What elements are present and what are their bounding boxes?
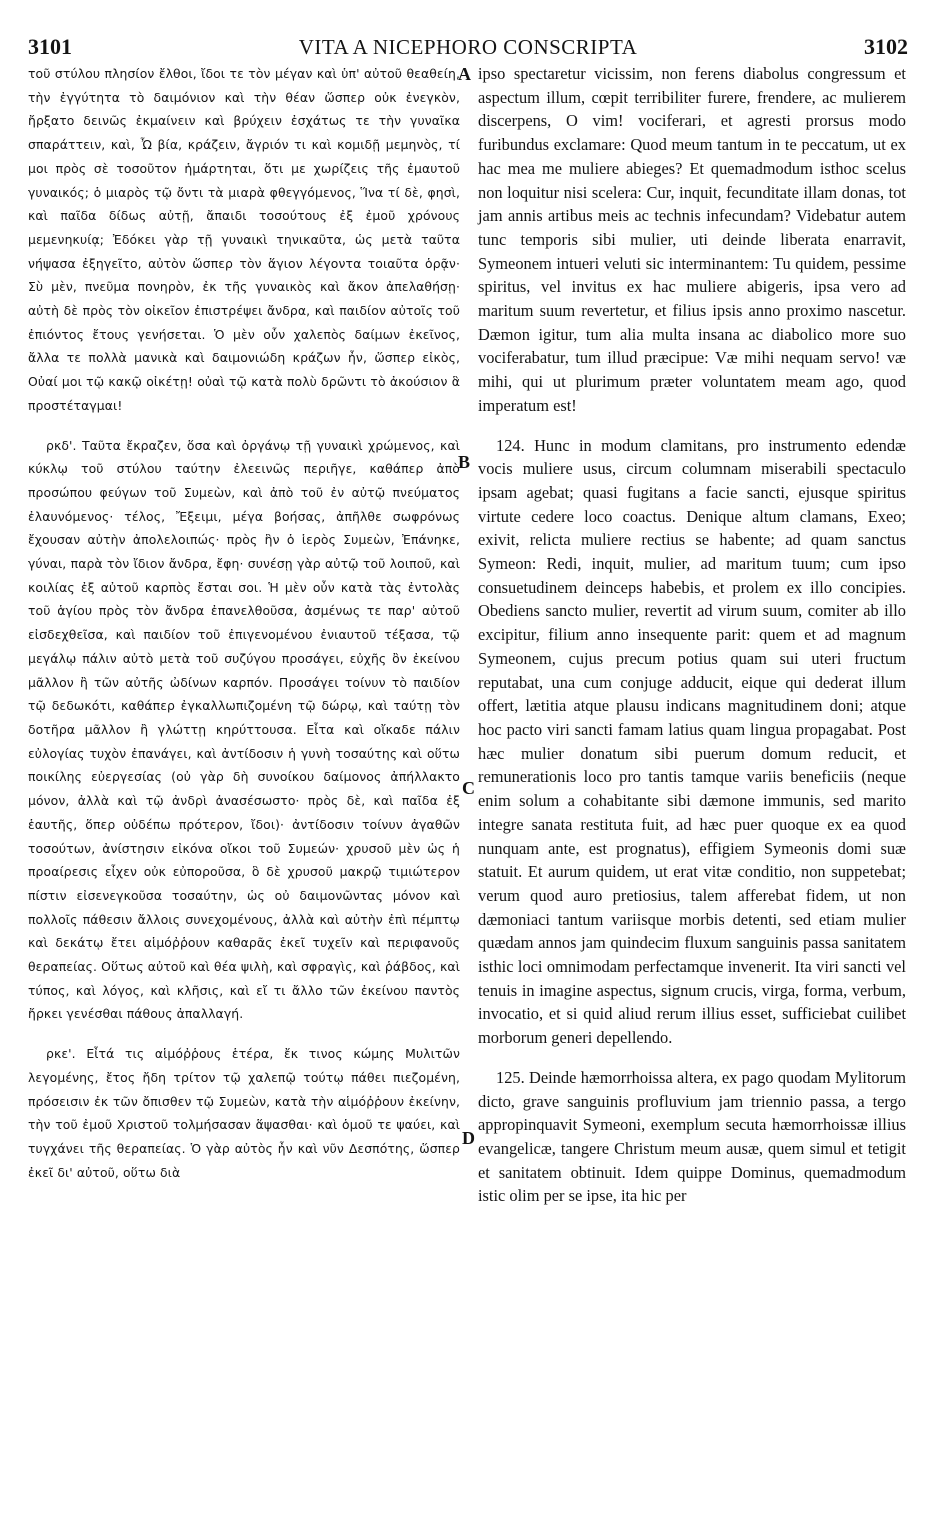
latin-column bbox=[478, 62, 906, 1208]
page-number-right: 3102 bbox=[864, 34, 908, 59]
margin-letter-a: A bbox=[458, 64, 471, 84]
greek-paragraph-125: ρκε'. Εἶτά τις αἱμόῤῥους ἑτέρα, ἔκ τινος κώμης Μυλιτῶν λεγομένης, ἔτος ἤδη τρίτον τῷ χαλεπῷ τούτῳ πάθει πιεζομένη, πρόσεισιν ἐκ τῶν ὄπισθεν τῷ Συμεὼν, κατὰ τὴν αἱμόῤῥουν ἐκείνην, τὴν τοῦ ἐμοῦ Χριστοῦ τολμήσασαν ἅψασθαι· καὶ ὁμοῦ τε ψαύει, καὶ τυγχάνει τῆς θεραπείας. Ὁ γὰρ αὐτὸς ἦν καὶ νῦν Δεσπότης, ὥσπερ ἐκεῖ δι' αὐτοῦ, οὕτω διὰ bbox=[28, 1046, 460, 1180]
latin-paragraph-125: 125. Deinde hæmorrhoissa altera, ex pago quodam Mylitorum dicto, grave sanguinis profluvium jam triennio passa, a tergo appropinquavit Symeoni, exemplum secuta hæmorrhoissæ illius evangelicæ, tangere Christum meum ausæ, quem simul et tetigit et sanitatem obtinuit. Idem quippe Dominus, quemadmodum istic olim per se ipse, ita hic per bbox=[478, 1067, 906, 1206]
greek-paragraph-124: ρκδ'. Ταῦτα ἔκραζεν, ὅσα καὶ ὀργάνῳ τῇ γυναικὶ χρώμενος, καὶ κύκλῳ τοῦ στύλου ταύτην ἐλεεινῶς περιῆγε, καθάπερ ἀπὸ προσώπου φεύγων τοῦ Συμεὼν, καὶ ἀπὸ τοῦ ἐν αὐτῷ πνεύματος ἐλαυνόμενος· τέλος, Ἔξειμι, μέγα βοήσας, ἀπῆλθε σωφρόνως ἔχουσαν αὐτὴν ἀπολελοιπώς· πρὸς ἣν ὁ ἱερὸς Συμεὼν, Ἐπάνηκε, γύναι, παρὰ τὸν ἴδιον ἄνδρα, ἔφη· συνέσῃ γὰρ αὐτῷ τοῦ λοιποῦ, καὶ κοιλίας ἐξ αὐτοῦ καρπὸς ἔσται σοι. Ἡ μὲν οὖν κατὰ τὰς ἐντολὰς τοῦ ἁγίου πρὸς τὸν ἄνδρα ἐπανελθοῦσα, ἀσμένως τε παρ' αὐτοῦ εἰσδεχθεῖσα, καὶ παιδίον τοῦ ἐπιγενομένου ἐνιαυτοῦ τέξασα, τῷ μεγάλῳ πάλιν αὐτὸ μετὰ τοῦ συζύγου προσάγει, εὐχῆς ὂν ἐκείνου μᾶλλον ἢ τῶν αὐτῆς ὠδίνων καρπόν. Προσάγει τοίνυν τὸ παιδίον τῷ δεδωκότι, καθάπερ ἐγκαλλωπιζομένη τῷ δώρῳ, καὶ ταύτῃ τὸν δοτῆρα μᾶλλον ἢ γλώττῃ κηρύττουσα. Εἶτα καὶ οἴκαδε πάλιν εὐλογίας τυχὸν ἐπανάγει, καὶ ἀντίδοσιν ἡ γυνὴ τοσαύτης καὶ οὕτω ποικίλης εὐεργεσίας (οὐ γὰρ δὴ συνοίκου δαίμονος ἀπήλλακτο μόνον, ἀλλὰ καὶ τῷ ἀνδρὶ ἀνασέσωστο· πρὸς δὲ, καὶ παῖδα ἐξ ἑαυτῆς, ὅπερ οὐδέπω πρότερον, ἴδοι)· ἀντίδοσιν τοίνυν ἀγαθῶν τοσούτων, ἀνίστησιν εἰκόνα οἴκοι τοῦ Συμεών· χρυσοῦ μὲν ὡς ἡ προαίρεσις εἶχεν οὐκ εὐποροῦσα, ὃ δὲ χρυσοῦ μακρῷ τιμιώτερον πίστιν εἰσενεγκοῦσα τοσαύτην, ὡς οὐ δαιμονῶντας μόνον καὶ πολλοῖς πάθεσιν ἄλλοις συνεχομένους, ἀλλὰ καὶ αὐτὴν ἐπὶ πέμπτῳ καὶ δεκάτῳ ἔτει αἱμόῤῥουν καθαρᾶς ἐκεῖ τυχεῖν καὶ περιφανοῦς θεραπείας. Οὕτως αὐτοῦ καὶ θέα ψιλὴ, καὶ σφραγὶς, καὶ ῥάβδος, καὶ τύπος, καὶ λόγος, καὶ κλῆσις, καὶ εἴ τι ἄλλο τῶν ἐκείνου παντὸς ἤρκει γενέσθαι πάθους ἀπαλλαγή. bbox=[28, 437, 460, 1022]
margin-letter-b: B bbox=[458, 452, 471, 472]
page-number-left: 3101 bbox=[28, 34, 72, 59]
margin-letter-c: C bbox=[462, 778, 475, 798]
page-header bbox=[28, 34, 908, 64]
latin-paragraph-1: ipso spectaretur vicissim, non ferens diabolus congressum et aspectum illum, cœpit terribiliter furere, frendere, ac mulierem discerpens, O vim! vociferari, et agresti prorsus modo furibundus exclamare: Quod meum tantum in te peccatum, ut ex hac mea me muliere abieges? Et quemadmodum isthoc scelus non loquitur nisi scelera: Cur, inquit, fecunditate illam donas, tot jam annis artibus meis ac technis infecundam? Videbatur autem tunc temporis sibi mulier, uti deinde liberata enarravit, Symeonem intueri veluti sic interminantem: Tu quidem, pessime spiritus, vel invitus ex hac muliere abigeris, ipsa vero ad maritum suum revertetur, et filius ipsis anno proximo nascetur. Dæmon igitur, tum alia multa insana ac diabolico more suo vociferabatur, tum illud præcipue: Væ mihi nequam servo! væ mihi, qui ut plurimum præter voluntatem meam ago, quod imperatum est! bbox=[478, 64, 906, 415]
greek-paragraph-1: τοῦ στύλου πλησίον ἔλθοι, ἴδοι τε τὸν μέγαν καὶ ὑπ' αὐτοῦ θεαθείη, τὴν ἐγγύτητα τὸ δαιμόνιον καὶ τὴν θέαν ὥσπερ οὐκ ἐνεγκὸν, ἤρξατο δεινῶς ἐκμαίνειν καὶ βρύχειν ἐσχάτως τε τὴν γυναῖκα σπαράττειν, καὶ, Ὦ βία, κράζειν, ἄγριόν τι καὶ κομιδῇ μεμηνὸς, τί μοι πρὸς σὲ τοσοῦτον ἡμάρτηται, ὅτι με χωρίζεις τῆς ἐμαυτοῦ γυναικός; ὁ μιαρὸς τῷ ὄντι τὰ μιαρὰ φθεγγόμενος, Ἵνα τί δὲ, φησὶ, καὶ παῖδα δίδως αὐτῇ, ἄπαιδι τοσούτους ἐξ ἐμοῦ χρόνους μεμενηκυίᾳ; Ἐδόκει γὰρ τῇ γυναικὶ τηνικαῦτα, ὡς μετὰ ταῦτα νήψασα ἐξηγεῖτο, αὐτὸν ὥσπερ τὸν ἅγιον λέγοντα τοιαῦτα ὁρᾷν· Σὺ μὲν, πνεῦμα πονηρὸν, ἐκ τῆς γυναικὸς καὶ ἄκον ἀπελαθήσῃ· αὐτὴ δὲ πρὸς τὸν οἰκεῖον ἐπιστρέψει ἄνδρα, καὶ παιδίον αὐτοῖς τοῦ ἐπιόντος ἔτους γενήσεται. Ὁ μὲν οὖν χαλεπὸς δαίμων ἐκεῖνος, ἄλλα τε πολλὰ μανικὰ καὶ δαιμονιώδη κράζων ἦν, ὥσπερ εἰκὸς, Οὐαί μοι τῷ κακῷ οἰκέτῃ! οὐαὶ τῷ κατὰ πολὺ δρῶντι τὸ ἀκούσιον ἃ προστέταγμαι! bbox=[28, 66, 460, 413]
margin-letter-d: D bbox=[462, 1128, 475, 1148]
greek-column bbox=[28, 62, 460, 1184]
running-title: VITA A NICEPHORO CONSCRIPTA bbox=[298, 35, 638, 59]
latin-paragraph-124: 124. Hunc in modum clamitans, pro instrumento edendæ vocis muliere usus, circum columnam miserabili spectaculo ipsam agebat; quasi fugitans a facie sancti, ejusque spiritus virtute cedere loco coactus. Denique altum clamans, Exeo; exivit, relicta muliere rectius se habente; ad quam sanctus Symeon: Redi, inquit, mulier, ad maritum tuum; cum ipso consuetudinem deinceps habebis, et prolem ex illo concipies. Obediens sancto mulier, revertit ad virum suum, comiter ab illo excipitur, filium anno insequente parit: quem et ad magnum Symeonem, cujus precum potius quam sui uteri fructum reputabat, una cum conjuge adducit, eique qui dederat illum offert, lætitia atque plausu indicans magnitudinem doni; atque hoc pacto viri sancti famam latius quam lingua propagabat. Post hæc mulier donatum sibi puerum domum reducit, et remunerationis loco pro tantis tamque variis beneficiis (neque enim solum a cohabitante sibi dæmone immunis, sed marito integre sanata restituta fuit, ad hæc puer quoque ex ea quod nunquam ante, est prognatus), effigiem Symeonis domi suæ statuit. Et aurum quidem, ut erat vitæ conditio, non suppetebat; verum quod auro pretiosius, talem afferebat fidem, ut non dæmoniaci tantum variisque morbis detenti, sed etiam mulier quædam annos jam quindecim fluxum sanguinis passa sanitatem isthic loci omnimodam perfectamque invenerit. Ita viri sancti vel tenuis in imagine aspectus, signum crucis, virga, forma, verbum, invocatio, et si quid aliud rerum illius esset, sufficiebat cuilibet morborum generi depellendo. bbox=[478, 435, 906, 1048]
